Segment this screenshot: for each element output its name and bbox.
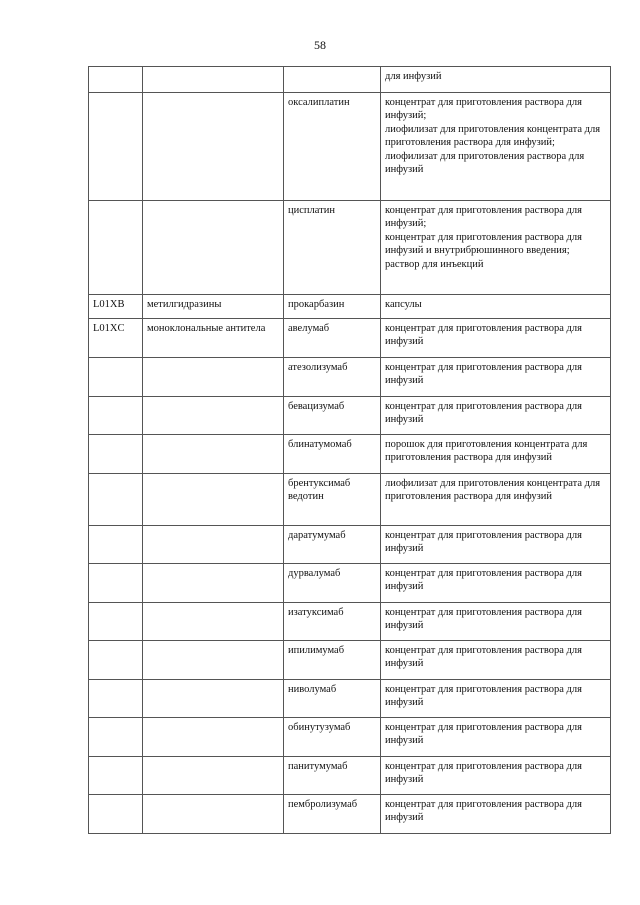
dosage-forms-cell <box>381 201 611 295</box>
dosage-form-line: лиофилизат для приготовления концентрата для приготовления раствора для инфузий; <box>385 123 601 149</box>
table-row <box>89 564 611 603</box>
atc-code-cell <box>89 526 143 564</box>
dosage-form-line: концентрат для приготовления раствора для инфузий; <box>385 205 582 230</box>
dosage-form-line: концентрат для приготовления раствора для инфузий <box>385 722 582 747</box>
dosage-forms-cell <box>381 295 611 319</box>
group-name-cell <box>143 93 284 201</box>
drug-name-cell: пембролизумаб <box>284 795 381 834</box>
atc-code-cell <box>89 397 143 435</box>
group-name-cell <box>143 435 284 474</box>
table-row <box>89 319 611 358</box>
atc-code-cell <box>89 358 143 397</box>
table-row <box>89 757 611 795</box>
table-row <box>89 295 611 319</box>
dosage-forms-cell <box>381 397 611 435</box>
drug-name-cell: обинутузумаб <box>284 718 381 757</box>
group-name-cell <box>143 603 284 641</box>
dosage-forms-cell <box>381 564 611 603</box>
atc-code-cell <box>89 718 143 757</box>
group-name-cell <box>143 67 284 93</box>
dosage-forms-cell <box>381 641 611 680</box>
dosage-forms-cell <box>381 93 611 201</box>
group-name-cell <box>143 397 284 435</box>
table-row <box>89 526 611 564</box>
drug-name-cell: ипилимумаб <box>284 641 381 680</box>
group-name-cell <box>143 526 284 564</box>
drug-name-cell: изатуксимаб <box>284 603 381 641</box>
table-row <box>89 680 611 718</box>
dosage-forms-cell <box>381 795 611 834</box>
dosage-form-line: концентрат для приготовления раствора для инфузий и внутрибрюшинного введения; <box>385 231 582 257</box>
dosage-forms-cell <box>381 435 611 474</box>
dosage-form-line: концентрат для приготовления раствора для инфузий; <box>385 97 582 122</box>
drug-name-cell: оксалиплатин <box>284 93 381 201</box>
table-row <box>89 603 611 641</box>
group-name-cell <box>143 757 284 795</box>
drug-name-cell: бевацизумаб <box>284 397 381 435</box>
atc-code-cell <box>89 757 143 795</box>
drug-name-cell <box>284 67 381 93</box>
table-row <box>89 358 611 397</box>
table-row <box>89 201 611 295</box>
atc-code-cell <box>89 795 143 834</box>
atc-code-cell <box>89 474 143 526</box>
dosage-form-line: концентрат для приготовления раствора для инфузий <box>385 645 582 670</box>
group-name-cell <box>143 680 284 718</box>
dosage-form-line: лиофилизат для приготовления раствора для инфузий <box>385 150 585 176</box>
dosage-form-line: для инфузий <box>385 71 442 82</box>
group-name-cell <box>143 201 284 295</box>
dosage-form-line: концентрат для приготовления раствора для инфузий <box>385 607 582 632</box>
atc-code-cell <box>89 435 143 474</box>
drug-name-cell: панитумумаб <box>284 757 381 795</box>
table-row <box>89 474 611 526</box>
dosage-form-line: концентрат для приготовления раствора для инфузий <box>385 568 582 593</box>
group-name-cell <box>143 358 284 397</box>
atc-code-cell <box>89 93 143 201</box>
group-name-cell: моноклональные антитела <box>143 319 284 358</box>
dosage-forms-cell <box>381 474 611 526</box>
drug-table <box>88 66 611 834</box>
table-body <box>89 67 611 834</box>
dosage-forms-cell <box>381 526 611 564</box>
table-row <box>89 397 611 435</box>
dosage-form-line: концентрат для приготовления раствора для инфузий <box>385 401 582 426</box>
dosage-form-line: лиофилизат для приготовления концентрата для приготовления раствора для инфузий <box>385 478 601 503</box>
dosage-forms-cell <box>381 757 611 795</box>
dosage-form-line: концентрат для приготовления раствора для инфузий <box>385 799 582 824</box>
drug-name-cell: атезолизумаб <box>284 358 381 397</box>
dosage-form-line: концентрат для приготовления раствора для инфузий <box>385 323 582 348</box>
group-name-cell <box>143 474 284 526</box>
dosage-forms-cell <box>381 358 611 397</box>
group-name-cell <box>143 795 284 834</box>
drug-name-cell: дурвалумаб <box>284 564 381 603</box>
table-row <box>89 795 611 834</box>
atc-code-cell <box>89 680 143 718</box>
dosage-form-line: капсулы <box>385 299 422 310</box>
drug-name-cell: авелумаб <box>284 319 381 358</box>
dosage-form-line: концентрат для приготовления раствора для инфузий <box>385 684 582 709</box>
atc-code-cell <box>89 67 143 93</box>
dosage-forms-cell <box>381 603 611 641</box>
table-row <box>89 67 611 93</box>
drug-name-cell: брентуксимаб ведотин <box>284 474 381 526</box>
atc-code-cell <box>89 603 143 641</box>
drug-name-cell: даратумумаб <box>284 526 381 564</box>
group-name-cell <box>143 564 284 603</box>
group-name-cell: метилгидразины <box>143 295 284 319</box>
dosage-forms-cell <box>381 680 611 718</box>
group-name-cell <box>143 641 284 680</box>
table-row <box>89 93 611 201</box>
page-number: 58 <box>314 38 326 52</box>
drug-name-cell: прокарбазин <box>284 295 381 319</box>
drug-name-cell: ниволумаб <box>284 680 381 718</box>
atc-code-cell <box>89 641 143 680</box>
dosage-form-line: порошок для приготовления концентрата для приготовления раствора для инфузий <box>385 439 588 464</box>
atc-code-cell: L01XB <box>89 295 143 319</box>
drug-name-cell: блинатумомаб <box>284 435 381 474</box>
dosage-form-line: концентрат для приготовления раствора для инфузий <box>385 761 582 786</box>
dosage-form-line: концентрат для приготовления раствора для инфузий <box>385 530 582 555</box>
dosage-forms-cell <box>381 718 611 757</box>
table-row <box>89 435 611 474</box>
atc-code-cell <box>89 201 143 295</box>
dosage-form-line: концентрат для приготовления раствора для инфузий <box>385 362 582 387</box>
drug-name-cell: цисплатин <box>284 201 381 295</box>
dosage-form-line: раствор для инъекций <box>385 258 484 270</box>
atc-code-cell: L01XC <box>89 319 143 358</box>
dosage-forms-cell <box>381 319 611 358</box>
table-row <box>89 718 611 757</box>
group-name-cell <box>143 718 284 757</box>
dosage-forms-cell <box>381 67 611 93</box>
table-row <box>89 641 611 680</box>
atc-code-cell <box>89 564 143 603</box>
